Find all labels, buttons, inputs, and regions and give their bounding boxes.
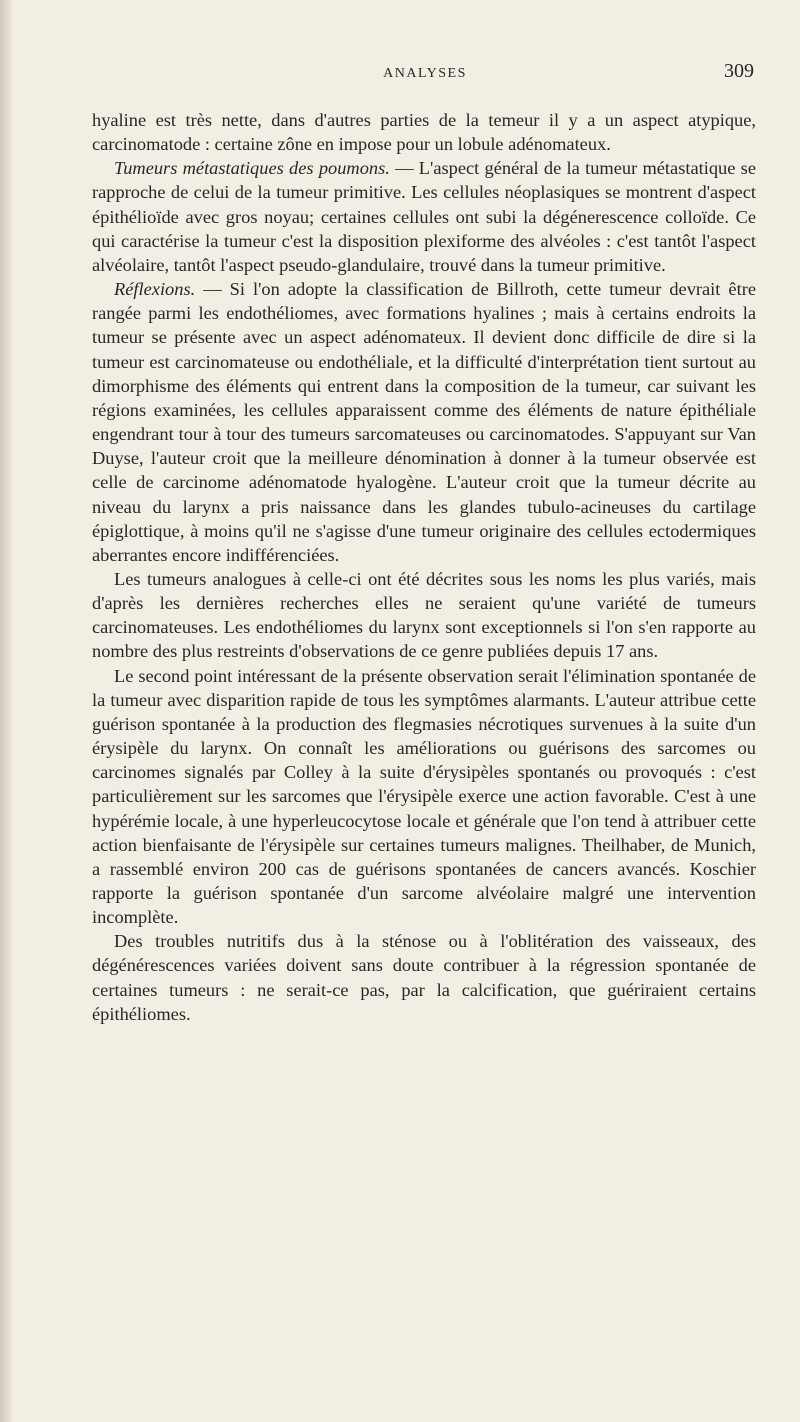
paragraph-2-text: — L'aspect général de la tumeur métastatique se rapproche de celui de la tumeur primitive. Les cellules néoplasiques se montrent d'aspect épithélioïde avec gros noyau; certaines cellules ont subi la dégénerescence colloïde. Ce qui caractérise la tumeur c'est la disposition plexiforme des alvéoles : c'est tantôt l'aspect alvéolaire, tantôt l'aspect pseudo-glandulaire, trouvé dans la tumeur primitive. bbox=[92, 158, 756, 275]
running-head: ANALYSES bbox=[383, 66, 467, 81]
paragraph-3-lead: Réflexions. bbox=[114, 279, 196, 300]
page-number: 309 bbox=[724, 60, 754, 82]
paragraph-4-text: Les tumeurs analogues à celle-ci ont été décrites sous les noms les plus variés, mais d'après les dernières recherches elles ne seraient qu'une variété de tumeurs carcinomateuses. Les endothéliomes du larynx sont exceptionnels si l'on s'en rapporte au nombre des plus restreints d'observations de ce genre publiées depuis 17 ans. bbox=[92, 568, 756, 662]
paragraph-6 bbox=[92, 929, 756, 1026]
article-body bbox=[92, 108, 756, 1026]
paragraph-3-text: — Si l'on adopte la classification de Billroth, cette tumeur devrait être rangée parmi les endothéliomes, avec formations hyalines ; mais à certains endroits la tumeur se présente avec un aspect adénomateux. Il devient donc difficile de dire si la tumeur est carcinomateuse ou endothéliale, et la difficulté d'interprétation tient surtout au dimorphisme des éléments qui entrent dans la composition de la tumeur, car suivant les régions examinées, les cellules apparaissent comme des éléments de nature épithéliale engendrant tour à tour des tumeurs sarcomateuses ou carcinomatodes. S'appuyant sur Van Duyse, l'auteur croit que la meilleure dénomination à donner à la tumeur observée est celle de carcinome adénomatode hyalogène. L'auteur croit que la tumeur décrite au niveau du larynx a pris naissance dans les glandes tubulo-acineuses du cartilage épiglottique, à moins qu'il ne s'agisse d'une tumeur originaire des cellules ectodermiques aberrantes encore indifférenciées. bbox=[92, 279, 756, 565]
paragraph-3 bbox=[92, 277, 756, 567]
paragraph-2 bbox=[92, 156, 756, 277]
paragraph-4 bbox=[92, 567, 756, 664]
paragraph-5-text: Le second point intéressant de la présente observation serait l'élimination spontanée de la tumeur avec disparition rapide de tous les symptômes alarmants. L'auteur attribue cette guérison spontanée à la production des flegmasies nécrotiques survenues à la suite d'un érysipèle du larynx. On connaît les améliorations ou guérisons des sarcomes ou carcinomes signalés par Colley à la suite d'érysipèles spontanés ou provoqués : c'est particulièrement sur les sarcomes que l'érysipèle exerce une action favorable. C'est à une hypérémie locale, à une hyperleucocytose locale et générale que l'on tend à attribuer cette action bienfaisante de l'érysipèle sur certaines tumeurs malignes. Theilhaber, de Munich, a rassemblé environ 200 cas de guérisons spontanées de cancers avancés. Koschier rapporte la guérison spontanée d'un sarcome alvéolaire malgré une intervention incomplète. bbox=[92, 665, 756, 928]
paragraph-5 bbox=[92, 664, 756, 930]
paragraph-6-text: Des troubles nutritifs dus à la sténose ou à l'oblitération des vaisseaux, des dégénérescences variées doivent sans doute contribuer à la régression spontanée de certaines tumeurs : ne serait-ce pas, par la calcification, que guériraient certains épithéliomes. bbox=[92, 931, 756, 1024]
page-edge-shadow bbox=[0, 0, 14, 1422]
paragraph-1 bbox=[92, 108, 756, 156]
page-header bbox=[96, 60, 754, 90]
paragraph-1-text: hyaline est très nette, dans d'autres parties de la temeur il y a un aspect atypique, carcinomatode : certaine zône en impose pour un lobule adénomateux. bbox=[92, 110, 756, 155]
paragraph-2-lead: Tumeurs métastatiques des poumons. bbox=[114, 158, 390, 179]
